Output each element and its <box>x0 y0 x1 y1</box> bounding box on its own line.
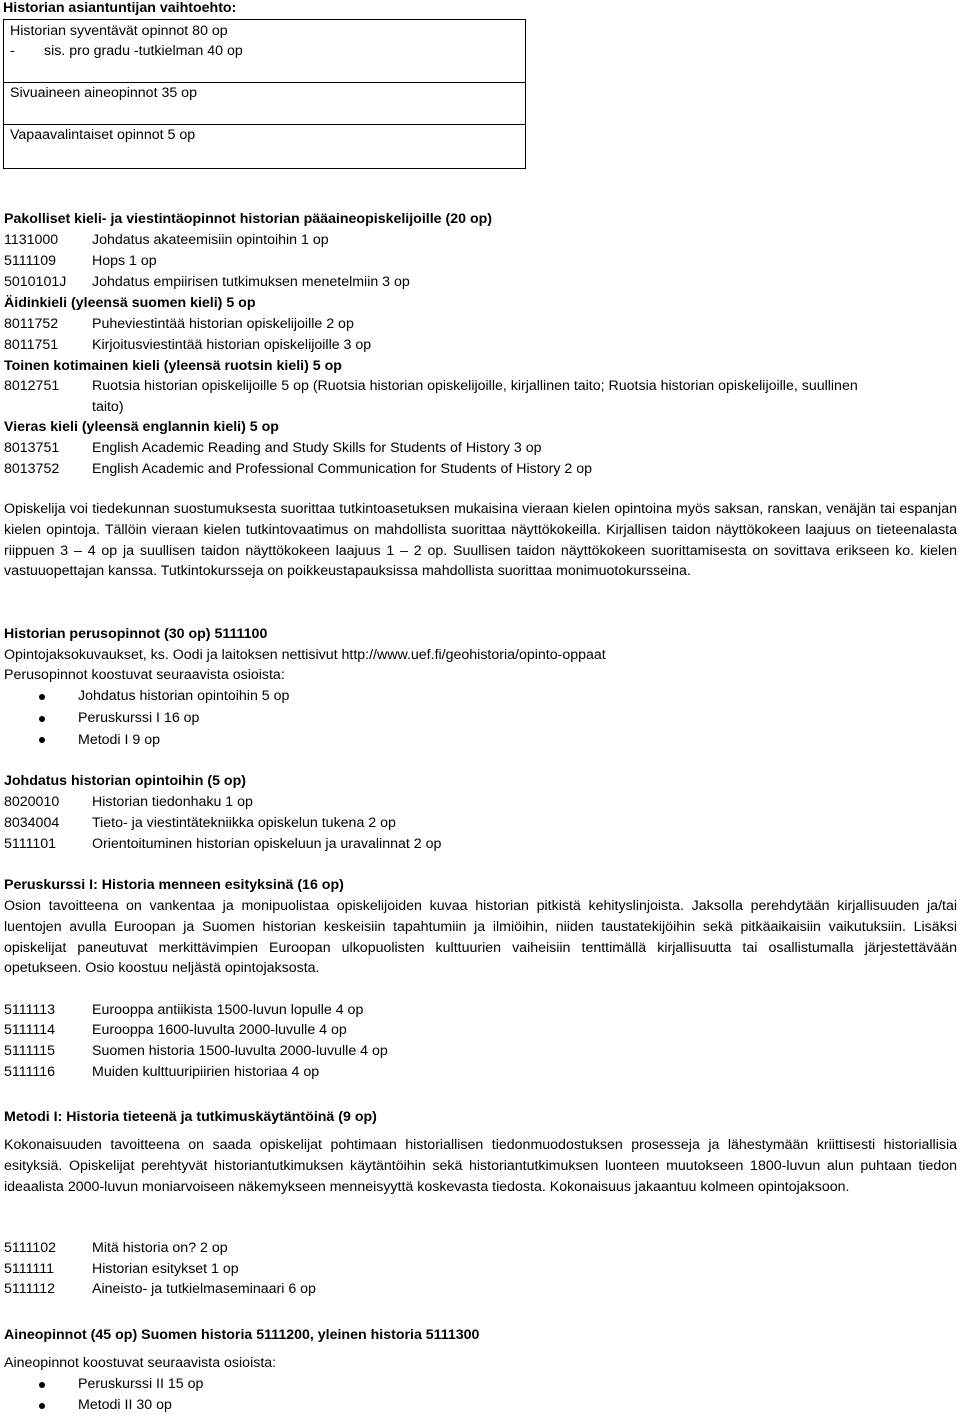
course-name: Orientoituminen historian opiskeluun ja uravalinnat 2 op <box>92 836 442 852</box>
table-cell: sis. pro gradu -tutkielman 40 op <box>44 43 243 59</box>
info-line: Aineopinnot koostuvat seuraavista osioista: <box>4 1355 277 1371</box>
course-code: 5111116 <box>4 1064 56 1080</box>
course-code: 5111115 <box>4 1043 56 1059</box>
bullet-icon <box>39 1382 45 1388</box>
bullet-icon <box>39 737 45 743</box>
course-name: Historian esitykset 1 op <box>92 1261 239 1277</box>
course-name: Mitä historia on? 2 op <box>92 1240 228 1256</box>
table-divider <box>4 124 525 125</box>
course-name: Historian tiedonhaku 1 op <box>92 794 253 810</box>
table-cell: Sivuaineen aineopinnot 35 op <box>10 85 197 101</box>
language-paragraph: Opiskelija voi tiedekunnan suostumuksesta suorittaa tutkintoasetuksen mukaisina vieraan kielen opintoina myös saksan, ranskan, venäjän tai espanjan kielen opintoja. Tällöin vieraan kielen tutkintovaatimus on mahdollista suorittaa näyttökokeilla. Kirjallisen taidon näyttökokeen laajuus on tieteenalasta riippuen 3 – 4 op ja suullisen taidon näyttökokeen laajuus 1 – 2 op. Suullisen taidon näyttökokeen suorittamisesta on sovittava erikseen ko. kielen vastuuopettajan kanssa. Tutkintokursseja on poikkeustapauksissa mahdollista suorittaa monimuotokursseina. <box>4 501 957 580</box>
list-item: Peruskurssi I 16 op <box>78 710 200 726</box>
section-heading: Historian perusopinnot (30 op) 5111100 <box>4 626 268 642</box>
section-heading: Metodi I: Historia tieteenä ja tutkimuskäytäntöinä (9 op) <box>4 1109 377 1125</box>
course-name: Eurooppa 1600-luvulta 2000-luvulle 4 op <box>92 1022 347 1038</box>
bullet-icon <box>39 716 45 722</box>
course-code: 5111114 <box>4 1022 56 1038</box>
course-name: Johdatus empiirisen tutkimuksen menetelmiin 3 op <box>92 274 410 290</box>
course-code: 8012751 <box>4 378 60 394</box>
course-code: 5111113 <box>4 1002 56 1018</box>
course-name: Johdatus akateemisiin opintoihin 1 op <box>92 232 329 248</box>
course-code: 5111112 <box>4 1281 56 1297</box>
course-code: 5111102 <box>4 1240 57 1256</box>
course-name: Ruotsia historian opiskelijoille 5 op (Ruotsia historian opiskelijoille, kirjallinen taito; Ruotsia historian opiskelijoille, suullinen <box>92 378 858 394</box>
table-cell: Vapaavalintaiset opinnot 5 op <box>10 127 196 143</box>
dash-marker: - <box>10 43 15 59</box>
list-item: Johdatus historian opintoihin 5 op <box>78 688 290 704</box>
course-name: Hops 1 op <box>92 253 157 269</box>
course-description: Kokonaisuuden tavoitteena on saada opiskelijat pohtimaan historiallisen tiedonmuodostuksen prosesseja ja lähestymään kriittisesti historiallisia esityksiä. Opiskelijat perehtyvät historiantutkimuksen käytäntöihin sekä historiantutkimuksen luonteen muutokseen 1800-luvun alun puhtaan tiedon ideaalista 2000-luvun moniarvoiseen näkemykseen menneisyyttä koskevasta tiedosta. Kokonaisuus jakaantuu kolmeen opintojaksoon. <box>4 1137 957 1195</box>
course-code: 5111109 <box>4 253 57 269</box>
section-heading: Peruskurssi I: Historia menneen esityksinä (16 op) <box>4 877 344 893</box>
course-name: Muiden kulttuuripiirien historiaa 4 op <box>92 1064 320 1080</box>
course-name: English Academic and Professional Communication for Students of History 2 op <box>92 461 592 477</box>
course-code: 8034004 <box>4 815 60 831</box>
section-heading: Historian asiantuntijan vaihtoehto: <box>3 0 237 16</box>
list-item: Peruskurssi II 15 op <box>78 1376 204 1392</box>
course-name: Puheviestintää historian opiskelijoille 2 op <box>92 316 354 332</box>
bullet-icon <box>39 1403 45 1409</box>
section-heading: Aineopinnot (45 op) Suomen historia 5111200, yleinen historia 5111300 <box>4 1327 480 1343</box>
list-item: Metodi I 9 op <box>78 732 161 748</box>
course-name: Suomen historia 1500-luvulta 2000-luvulle 4 op <box>92 1043 388 1059</box>
info-line: Opintojaksokuvaukset, ks. Oodi ja laitoksen nettisivut http://www.uef.fi/geohistoria/opinto-oppaat <box>4 647 606 663</box>
bullet-icon <box>39 694 45 700</box>
course-code: 8013751 <box>4 440 60 456</box>
table-cell: Historian syventävät opinnot 80 op <box>10 23 228 39</box>
list-item: Metodi II 30 op <box>78 1397 172 1413</box>
course-code: 1131000 <box>4 232 59 248</box>
section-heading: Johdatus historian opintoihin (5 op) <box>4 773 246 789</box>
course-code: 8013752 <box>4 461 60 477</box>
course-code: 8020010 <box>4 794 60 810</box>
subsection-heading: Toinen kotimainen kieli (yleensä ruotsin kieli) 5 op <box>4 358 342 374</box>
course-code: 8011751 <box>4 337 59 353</box>
subsection-heading: Vieras kieli (yleensä englannin kieli) 5 op <box>4 419 279 435</box>
course-name: Kirjoitusviestintää historian opiskelijoille 3 op <box>92 337 372 353</box>
course-code: 5111111 <box>4 1261 54 1277</box>
course-name: Eurooppa antiikista 1500-luvun lopulle 4 op <box>92 1002 364 1018</box>
subsection-heading: Äidinkieli (yleensä suomen kieli) 5 op <box>4 295 256 311</box>
course-name-continued: taito) <box>92 399 124 415</box>
course-name: English Academic Reading and Study Skills for Students of History 3 op <box>92 440 542 456</box>
table-divider <box>4 82 525 83</box>
course-code: 5010101J <box>4 274 67 290</box>
course-name: Tieto- ja viestintätekniikka opiskelun tukena 2 op <box>92 815 396 831</box>
course-name: Aineisto- ja tutkielmaseminaari 6 op <box>92 1281 316 1297</box>
course-description: Osion tavoitteena on vankentaa ja monipuolistaa opiskelijoiden kuvaa historian pitkistä kehityslinjoista. Jaksolla perehdytään kirjallisuuden ja/tai luentojen avulla Euroopan ja Suomen historian keskeisiin tapahtumiin ja ilmiöihin, niiden taustatekijöihin sekä pitkäaikaisiin vaikutuksiin. Lisäksi opiskelijat paneutuvat merkittävimpien Euroopan ulkopuolisten kulttuurien vaiheisiin tenttimällä kirjallisuutta tai osallistumalla järjestettävään opetukseen. Osio koostuu neljästä opintojaksosta. <box>4 898 957 977</box>
info-line: Perusopinnot koostuvat seuraavista osioista: <box>4 667 285 683</box>
course-code: 5111101 <box>4 836 57 852</box>
section-heading: Pakolliset kieli- ja viestintäopinnot historian pääaineopiskelijoille (20 op) <box>4 211 493 227</box>
course-code: 8011752 <box>4 316 59 332</box>
